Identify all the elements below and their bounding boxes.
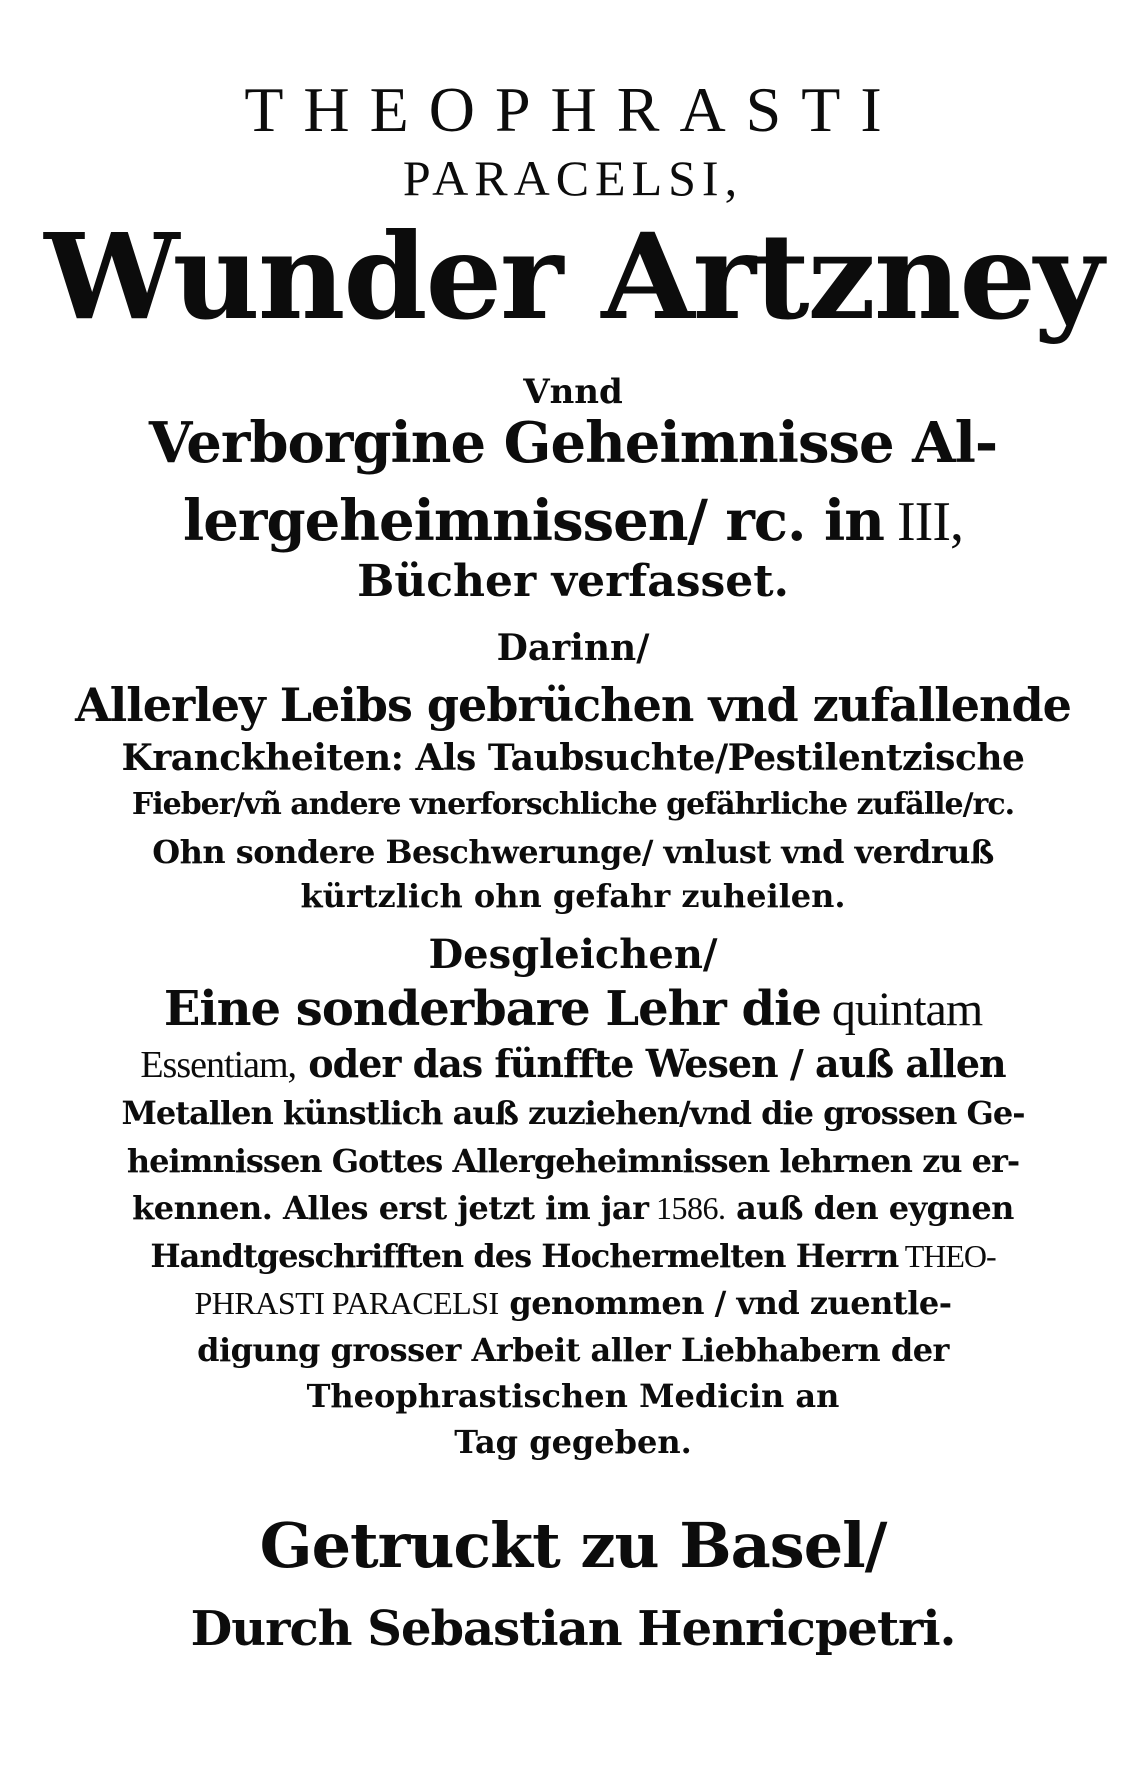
desgleichen-line-7 [40, 1284, 1106, 1322]
darinn-line-3: Fieber/vñ andere vnerforschliche gefährliche zufälle/rc. [131, 787, 1015, 822]
darinn-line-5: kürtzlich ohn gefahr zuheilen. [300, 877, 846, 915]
author-line-theophrasti: THEOPHRASTI [244, 74, 902, 145]
desgleichen-line-2 [40, 1041, 1106, 1086]
desgleichen-line-7-b: genommen / vnd zuentle- [498, 1284, 952, 1322]
darinn-line-2: Kranckheiten: Als Taubsuchte/Pestilentzische [121, 737, 1025, 779]
desgleichen-line-8: digung grosser Arbeit aller Liebhabern der [197, 1331, 949, 1369]
desgleichen-line-1-roman: quintam [820, 983, 983, 1036]
desgleichen-line-2-blackletter: oder das fünffte Wesen / auß allen [296, 1041, 1006, 1086]
desgleichen-line-7-caps: PHRASTI PARACELSI [194, 1285, 499, 1321]
desgleichen-line-10: Tag gegeben. [454, 1423, 692, 1461]
darinn-line-1: Allerley Leibs gebrüchen vnd zufallende [75, 678, 1071, 732]
subtitle-line-2-text: lergeheimnissen/ rc. in [183, 488, 885, 554]
desgleichen-line-6-a: Handtgeschrifften des Hochermelten Herrn [150, 1237, 899, 1275]
desgleichen-line-5-a: kennen. Alles erst jetzt im jar [132, 1189, 649, 1227]
desgleichen-line-6-caps: THEO- [898, 1238, 996, 1274]
desgleichen-line-1 [40, 981, 1106, 1037]
desgleichen-line-4: heimnissen Gottes Allergeheimnissen lehrnen zu er- [126, 1142, 1020, 1180]
desgleichen-line-5 [40, 1189, 1106, 1227]
roman-numeral-three: III, [884, 491, 963, 553]
desgleichen-line-3: Metallen künstlich auß zuziehen/vnd die grossen Ge- [121, 1094, 1025, 1132]
subtitle-line-3: Bücher verfasset. [357, 556, 789, 607]
main-title: Wunder Artzney [44, 207, 1102, 346]
desgleichen-line-6 [40, 1237, 1106, 1275]
darinn-line-4: Ohn sondere Beschwerunge/ vnlust vnd verdruß [152, 833, 994, 871]
desgleichen-line-9: Theophrastischen Medicin an [306, 1377, 840, 1415]
desgleichen-line-1-blackletter: Eine sonderbare Lehr die [163, 981, 821, 1037]
author-line-paracelsi: PARACELSI, [402, 150, 744, 206]
imprint-line-1: Getruckt zu Basel/ [259, 1509, 887, 1582]
imprint-line-2: Durch Sebastian Henricpetri. [190, 1601, 956, 1657]
subtitle-line-1: Verborgine Geheimnisse Al- [148, 410, 998, 476]
vnnd-line: Vnnd [523, 372, 623, 412]
desgleichen-line-2-roman: Essentiam, [140, 1044, 297, 1086]
darinn-heading: Darinn/ [496, 627, 650, 669]
subtitle-line-2 [40, 488, 1106, 554]
year-1586: 1586. [648, 1190, 726, 1226]
desgleichen-line-5-c: auß den eygnen [725, 1189, 1014, 1227]
desgleichen-heading: Desgleichen/ [428, 931, 718, 978]
